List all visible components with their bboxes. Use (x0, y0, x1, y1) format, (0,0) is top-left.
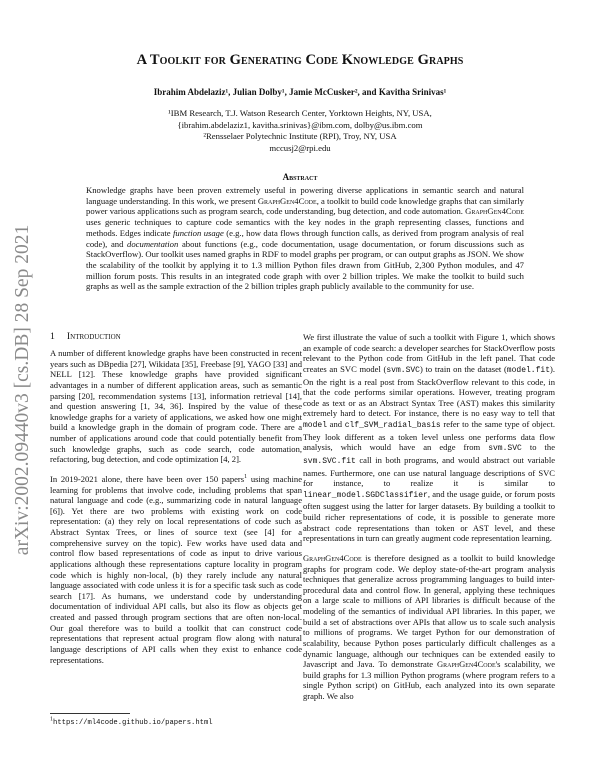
toolkit-name: GraphGen4Code (303, 552, 362, 563)
paragraph: GraphGen4Code is therefore designed as a toolkit to build knowledge graphs for program code. We deploy state-of-the-art program analysis techniques that generalize across programming languages to build inter-procedural data and control flow. In general, applying these techniques on a large scale to millions of API libraries is difficult because of the modeling of the semantics of individual API libraries. In this paper, we build a set of abstractions over APIs that allow us to scale such analysis to millions of programs. We target Python for our demonstration of scalability, because Python poses particularly difficult challenges as a dynamic language, although our techniques can be extended easily to Javascript and Java. To demonstrate GraphGen4Code's scalability, we build graphs for 1.3 million Python programs (where program refers to a single Python script) on GitHub, each analyzed into its own separate graph. We also (303, 552, 555, 701)
affiliation-line: ²Rensselaer Polytechnic Institute (RPI), Troy, NY, USA (203, 131, 397, 142)
footnote-marker[interactable]: 1 (244, 474, 248, 481)
toolkit-name: GraphGen4Code (465, 206, 524, 217)
paragraph: A number of different knowledge graphs have been constructed in recent years such as DBpedia [27], Wikidata [35], Freebase [9], YAGO [33] and NELL [12]. These knowledge graphs have provided significant advantages in a number of different application areas, such as semantic parsing [20], recommendation systems [13], information retrieval [14], and question answering [1, 34, 36]. Inspired by the value of these knowledge graphs for a variety of applications, we asked how one might build a knowledge graph in the domain of program code. There are a number of applications around code that could potentially benefit from such knowledge graphs, such as code search, code automation, refactoring, bug detection, and code optimization [4, 2]. (50, 348, 302, 465)
toolkit-name: GraphGen4Code (257, 195, 317, 206)
section-heading: 1 Introduction (50, 331, 121, 342)
left-column (50, 348, 302, 665)
arxiv-watermark: arXiv:2002.09440v3 [cs.DB] 28 Sep 2021 (12, 224, 34, 556)
affiliation-line: mccusj2@rpi.edu (269, 142, 331, 153)
author-list: Ibrahim Abdelaziz¹, Julian Dolby¹, Jamie McCusker², and Kavitha Srinivas¹ (153, 87, 447, 97)
paragraph: In 2019-2021 alone, there have been over 150 papers$^1$ using machine learning for problems that involve code, including problems that span natural language and code (e.g., summarizing code in natural language [6]). Yet there are two problems with existing work on code representation: (a) they rely on local representations of code such as Abstract Syntax Trees, or lines of source text (see [4] for a comprehensive survey on the topic). Few works have used data and control flow based representations of code as input to drive various applications although these representations capture locality in program code which is highly non-local, (b) they rarely include any natural language associated with code unless it is for a specific task such as code search [17]. As humans, we understand code by understanding documentation of individual API calls, but also its flow as objects get created and passed through program sections that are often non-local. Our goal therefore was to build a toolkit that can construct code representations that represent actual program flow along with natural language descriptions of API calls when they exist to enhance code representations. (50, 473, 302, 665)
affiliation-line: ¹IBM Research, T.J. Watson Research Center, Yorktown Heights, NY, USA, (168, 108, 432, 118)
paper-title: A Toolkit for Generating Code Knowledge Graphs (136, 52, 464, 68)
abstract-heading: Abstract (282, 172, 318, 182)
affiliations (0, 108, 600, 154)
affiliation-line: {ibrahim.abdelaziz1, kavitha.srinivas}@ibm.com, dolby@us.ibm.com (177, 119, 423, 130)
paragraph: We first illustrate the value of such a toolkit with Figure 1, which shows an example of code search: a developer searches for StackOverflow posts relevant to the Python code from GitHub in the left panel. That code creates an SVC model (svm.SVC) to train on the dataset (model.fit). On the right is a real post from StackOverflow relevant to this code, in that the code performs similar operations. However, treating program code as text or as an Abstract Syntax Tree (AST) makes this similarity extremely hard to detect. For instance, there is no easy way to tell that model and clf_SVM_radial_basis refer to the same type of object. They look different as a token level unless one performs data flow analysis, which would have an edge from svm.SVC to the svm.SVC.fit call in both programs, and would abstract out variable names. Furthermore, one can use natural language descriptions of SVC for instance, to realize it is similar to linear_model.SGDClassifier, and the usage guide, or forum posts often suggest using the latter for larger datasets. By building a toolkit to build richer representations of code, it is possible to generate more abstract code representations than token or AST level, and these representations in turn can greatly augment code representation learning. (303, 332, 555, 544)
toolkit-name: GraphGen4Code (436, 659, 496, 670)
footnote-link[interactable]: https://ml4code.github.io/papers.html (53, 719, 213, 727)
right-column (303, 332, 555, 702)
abstract-text: Knowledge graphs have been proven extremely useful in powering diverse applications in semantic search and natural language understanding. In this work, we present GraphGen4Code, a toolkit to build code knowledge graphs that can similarly power various applications such as program search, code understanding, bug detection, and code automation. GraphGen4Code uses generic techniques to capture code semantics with the key nodes in the graph representing classes, functions and methods. Edges indicate function usage (e.g., how data flows through function calls, as derived from program analysis of real code), and documentation about functions (e.g., code documentation, usage documentation, or forum discussions such as StackOverflow). Our toolkit uses named graphs in RDF to model graphs per program, or can output graphs as JSON. We show the scalability of the toolkit by applying it to 1.3 million Python files drawn from GitHub, 2,300 Python modules, and 47 million forum posts. This results in an integrated code graph with over 2 billion triples. We make the toolkit to build such graphs as well as the sample extraction of the 2 billion triples graph publicly available to the community for use. (86, 185, 525, 292)
footnote-divider (50, 713, 130, 714)
footnote: $^1$https://ml4code.github.io/papers.html (50, 716, 213, 727)
